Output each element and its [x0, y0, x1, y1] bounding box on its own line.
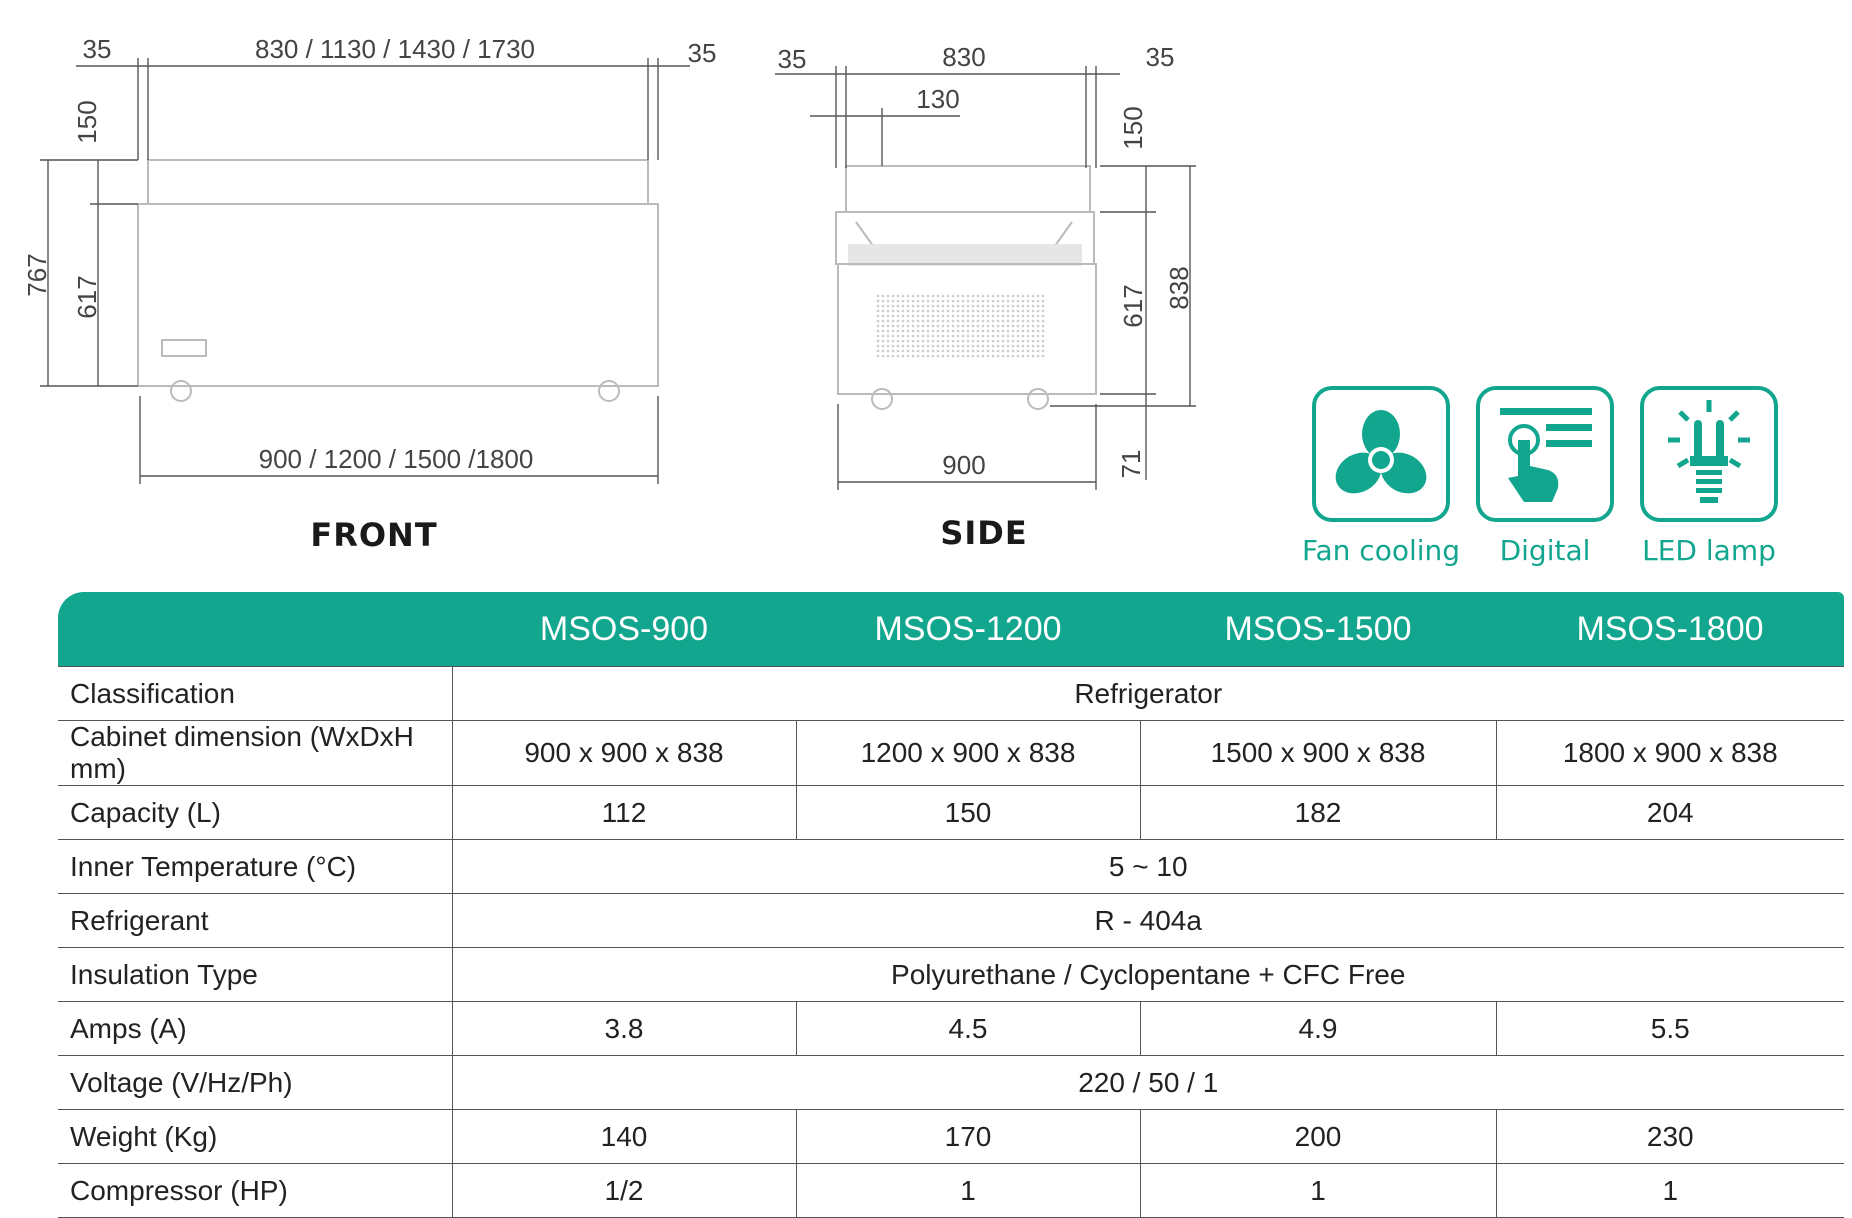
row-value: 1 [796, 1164, 1140, 1218]
table-row [58, 721, 1844, 786]
row-value: 3.8 [452, 1002, 796, 1056]
technical-drawings [0, 0, 1852, 590]
row-value: 1500 x 900 x 838 [1140, 721, 1496, 786]
row-value: R - 404a [452, 894, 1844, 948]
row-value: 1 [1140, 1164, 1496, 1218]
table-row [58, 1110, 1844, 1164]
row-value: 1800 x 900 x 838 [1496, 721, 1844, 786]
front-dim-bottom-width: 900 / 1200 / 1500 /1800 [258, 444, 534, 474]
fan-cooling-label: Fan cooling [1301, 534, 1461, 567]
row-value: Polyurethane / Cyclopentane + CFC Free [452, 948, 1844, 1002]
table-row [58, 1002, 1844, 1056]
led-lamp-icon [1668, 400, 1750, 503]
side-lid-outline [846, 166, 1090, 212]
side-view-title: SIDE [940, 514, 1028, 552]
row-value: 220 / 50 / 1 [452, 1056, 1844, 1110]
side-dim-body-height: 617 [1118, 284, 1148, 328]
front-dim-lid-height: 150 [72, 100, 102, 144]
side-tub-shading [848, 244, 1082, 266]
feature-fan-cooling [1302, 388, 1460, 567]
side-wheel-left [872, 389, 892, 409]
side-dim-bottom-width: 900 [942, 450, 986, 480]
row-value: 230 [1496, 1110, 1844, 1164]
front-control-panel [162, 340, 206, 356]
row-label: Compressor (HP) [58, 1164, 452, 1218]
row-value: 182 [1140, 786, 1496, 840]
row-value: 5.5 [1496, 1002, 1844, 1056]
header-model: MSOS-1200 [796, 592, 1140, 667]
row-label: Refrigerant [58, 894, 452, 948]
front-view [138, 160, 658, 401]
row-label: Classification [58, 667, 452, 721]
header-model: MSOS-1800 [1496, 592, 1844, 667]
row-value: 5 ~ 10 [452, 840, 1844, 894]
row-value: 1/2 [452, 1164, 796, 1218]
header-model: MSOS-900 [452, 592, 796, 667]
table-row [58, 1056, 1844, 1110]
front-dim-top-right: 35 [687, 38, 717, 68]
row-value: 204 [1496, 786, 1844, 840]
table-row [58, 840, 1844, 894]
front-wheel-left [171, 381, 191, 401]
front-body-outline [138, 204, 658, 386]
row-value: 4.9 [1140, 1002, 1496, 1056]
table-row [58, 667, 1844, 721]
side-dim-top-left: 35 [777, 44, 807, 74]
fan-icon [1328, 410, 1434, 501]
side-wheel-right [1028, 389, 1048, 409]
row-label: Amps (A) [58, 1002, 452, 1056]
row-value: 140 [452, 1110, 796, 1164]
row-value: 1200 x 900 x 838 [796, 721, 1140, 786]
digital-touch-icon [1500, 408, 1592, 502]
digital-label: Digital [1499, 534, 1591, 567]
spec-table [58, 592, 1844, 1218]
side-dim-leg-height: 71 [1116, 449, 1146, 479]
side-dim-lid-height: 150 [1118, 106, 1148, 150]
side-dim-top-width: 830 [942, 42, 986, 72]
led-lamp-label: LED lamp [1642, 534, 1776, 567]
header-model: MSOS-1500 [1140, 592, 1496, 667]
side-dim-inner-offset: 130 [916, 84, 960, 114]
table-row [58, 1164, 1844, 1218]
table-row [58, 948, 1844, 1002]
front-dim-top-width: 830 / 1130 / 1430 / 1730 [255, 34, 535, 64]
row-value: 4.5 [796, 1002, 1140, 1056]
table-row [58, 786, 1844, 840]
side-vent-grille [877, 295, 1045, 358]
front-lid-outline [148, 160, 648, 204]
row-label: Insulation Type [58, 948, 452, 1002]
front-wheel-right [599, 381, 619, 401]
side-dim-top-right: 35 [1145, 42, 1175, 72]
row-value: 170 [796, 1110, 1140, 1164]
front-dim-total-height: 767 [22, 253, 52, 297]
row-value: 200 [1140, 1110, 1496, 1164]
side-view [836, 166, 1096, 409]
front-dim-body-height: 617 [72, 275, 102, 319]
front-view-title: FRONT [310, 516, 438, 554]
row-label: Inner Temperature (°C) [58, 840, 452, 894]
feature-digital [1478, 388, 1612, 567]
header-corner [58, 592, 452, 667]
row-value: 900 x 900 x 838 [452, 721, 796, 786]
row-value: 150 [796, 786, 1140, 840]
row-label: Capacity (L) [58, 786, 452, 840]
table-header-row [58, 592, 1844, 667]
feature-led-lamp [1642, 388, 1776, 567]
row-value: Refrigerator [452, 667, 1844, 721]
side-lower-body [838, 264, 1096, 394]
row-label: Weight (Kg) [58, 1110, 452, 1164]
front-dim-top-left: 35 [82, 34, 112, 64]
table-row [58, 894, 1844, 948]
row-label: Voltage (V/Hz/Ph) [58, 1056, 452, 1110]
side-dim-total-height: 838 [1164, 266, 1194, 310]
row-label: Cabinet dimension (WxDxH mm) [58, 721, 452, 786]
row-value: 112 [452, 786, 796, 840]
row-value: 1 [1496, 1164, 1844, 1218]
